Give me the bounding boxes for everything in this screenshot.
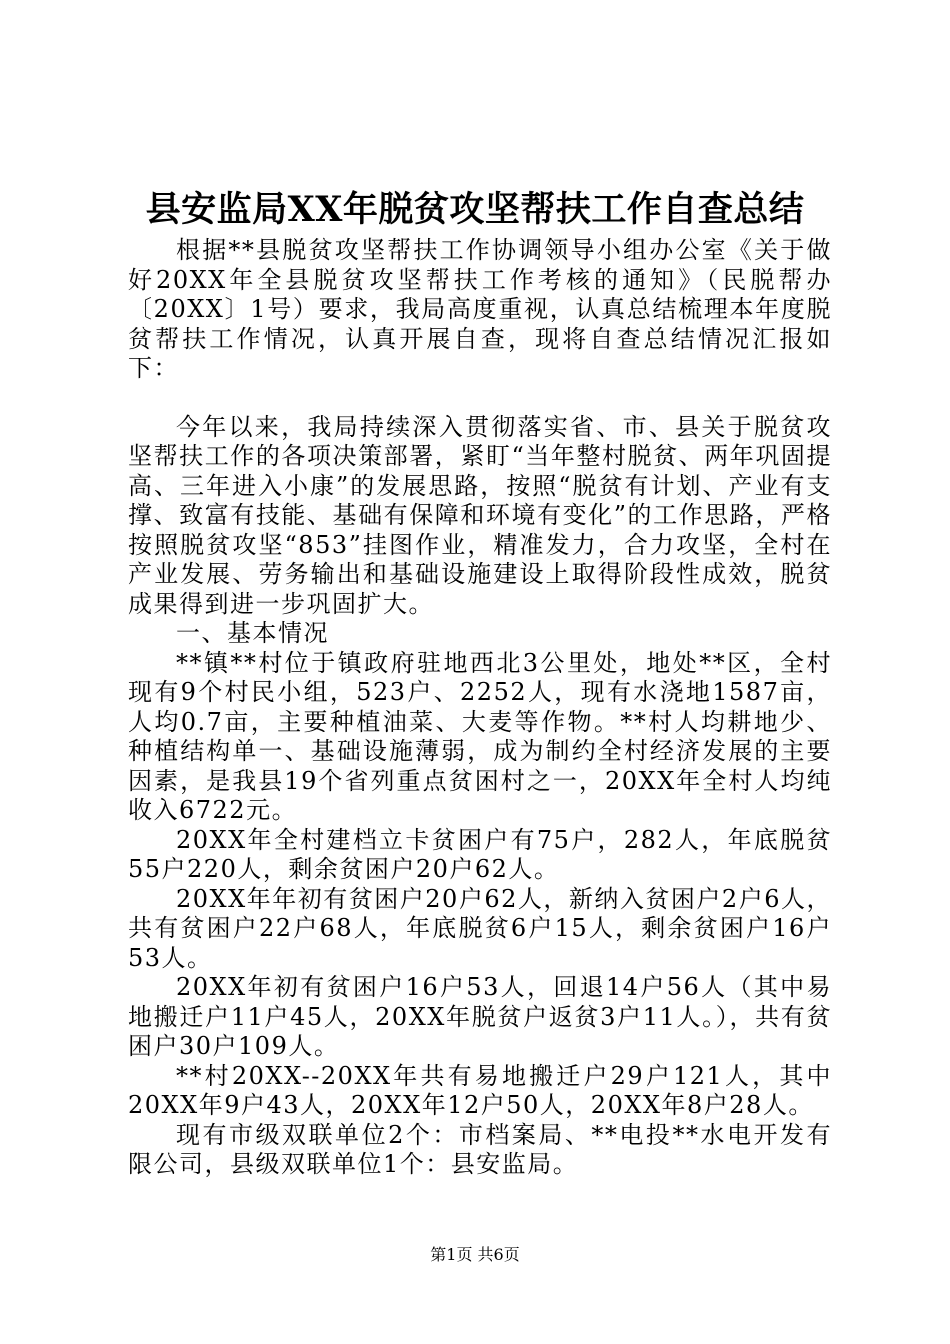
village-info-paragraph: **镇**村位于镇政府驻地西北3公里处，地处**区，全村现有9个村民小组，523户、2252人，现有水浇地1587亩，人均0.7亩，主要种植油菜、大麦等作物。**村人均耕地少、种植结构单一、基础设施薄弱，成为制约全村经济发展的主要因素，是我县19个省列重点贫困村之一，20XX年全村人均纯收入6722元。 <box>128 648 832 824</box>
overview-paragraph: 今年以来，我局持续深入贯彻落实省、市、县关于脱贫攻坚帮扶工作的各项决策部署，紧盯“当年整村脱贫、两年巩固提高、三年进入小康”的发展思路，按照“脱贫有计划、产业有支撑、致富有技能、基础有保障和环境有变化”的工作思路，严格按照脱贫攻坚“853”挂图作业，精准发力，合力攻坚，全村在产业发展、劳务输出和基础设施建设上取得阶段性成效，脱贫成果得到进一步巩固扩大。 <box>128 412 832 618</box>
document-title: 县安监局XX年脱贫攻坚帮扶工作自查总结 <box>145 189 805 230</box>
poverty-stats-paragraph-3: 20XX年初有贫困户16户53人，回退14户56人（其中易地搬迁户11户45人，20XX年脱贫户返贫3户11人。），共有贫困户30户109人。 <box>128 973 832 1060</box>
poverty-stats-paragraph-1: 20XX年全村建档立卡贫困户有75户，282人，年底脱贫55户220人，剩余贫困户20户62人。 <box>128 825 832 883</box>
section-heading: 一、基本情况 <box>176 619 329 647</box>
intro-paragraph: 根据**县脱贫攻坚帮扶工作协调领导小组办公室《关于做好20XX年全县脱贫攻坚帮扶工作考核的通知》（民脱帮办〔20XX〕1号）要求，我局高度重视，认真总结梳理本年度脱贫帮扶工作情况，认真开展自查，现将自查总结情况汇报如下： <box>128 236 832 382</box>
page-number-footer: 第1页 共6页 <box>430 1245 520 1264</box>
poverty-stats-paragraph-2: 20XX年年初有贫困户20户62人，新纳入贫困户2户6人，共有贫困户22户68人，年底脱贫6户15人，剩余贫困户16户53人。 <box>128 884 832 972</box>
relocation-paragraph: **村20XX--20XX年共有易地搬迁户29户121人，其中20XX年9户43人，20XX年12户50人，20XX年8户28人。 <box>128 1061 832 1119</box>
partner-units-paragraph: 现有市级双联单位2个：市档案局、**电投**水电开发有限公司，县级双联单位1个：县安监局。 <box>128 1120 832 1178</box>
document-body <box>128 236 832 1180</box>
